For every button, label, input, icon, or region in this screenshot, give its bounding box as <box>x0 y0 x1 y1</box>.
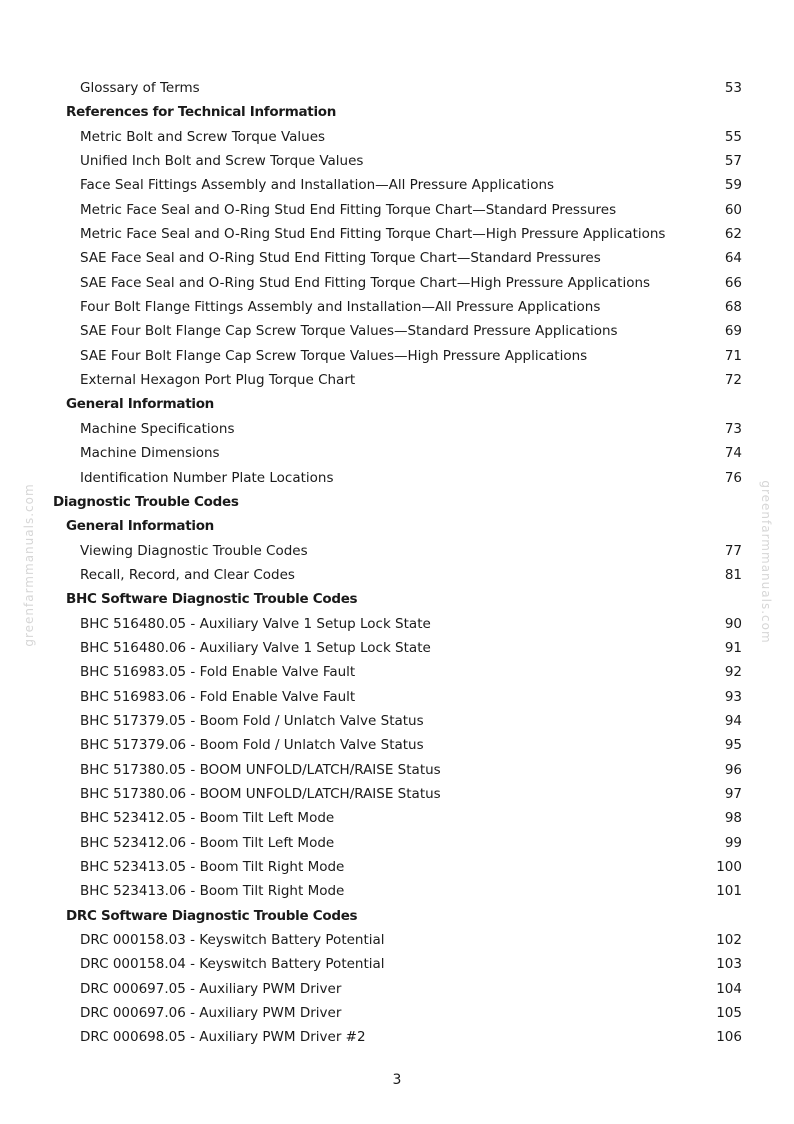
toc-entry[interactable] <box>0 563 794 587</box>
toc-entry-page: 73 <box>724 420 742 437</box>
toc-entry-title: Metric Bolt and Screw Torque Values <box>80 128 326 145</box>
watermark-left: greenfarmmanuals.com <box>22 483 36 647</box>
toc-entry-title: Viewing Diagnostic Trouble Codes <box>80 542 308 559</box>
toc-entry-page: 95 <box>724 737 742 754</box>
toc-entry[interactable] <box>0 417 794 441</box>
toc-entry[interactable] <box>0 782 794 806</box>
toc-entry-page: 97 <box>724 785 742 802</box>
toc-entry-page: 98 <box>724 810 742 827</box>
toc-entry-title: BHC 517379.05 - Boom Fold / Unlatch Valve Status <box>80 712 424 729</box>
toc-entry-page: 94 <box>724 712 742 729</box>
toc-entry-page: 64 <box>724 250 742 267</box>
toc-subsection-heading[interactable] <box>0 587 794 611</box>
watermark-right: greenfarmmanuals.com <box>759 480 773 644</box>
toc-entry-title: SAE Four Bolt Flange Cap Screw Torque Values—Standard Pressure Applications <box>80 323 618 340</box>
toc-entry-page: 60 <box>724 201 742 218</box>
toc-entry-title: Identification Number Plate Locations <box>80 469 334 486</box>
toc-entry[interactable] <box>0 149 794 173</box>
toc-entry-title: BHC 516983.06 - Fold Enable Valve Fault <box>80 688 356 705</box>
toc-entry-page: 99 <box>724 834 742 851</box>
toc-entry-page: 72 <box>724 372 742 389</box>
toc-subsection-heading[interactable] <box>0 100 794 124</box>
toc-entry-page: 68 <box>724 299 742 316</box>
toc-subsection-heading[interactable] <box>0 392 794 416</box>
toc-entry[interactable] <box>0 855 794 879</box>
toc-entry[interactable] <box>0 1025 794 1049</box>
toc-entry[interactable] <box>0 806 794 830</box>
toc-entry[interactable] <box>0 125 794 149</box>
toc-entry-page: 106 <box>716 1029 742 1046</box>
toc-entry-title: SAE Four Bolt Flange Cap Screw Torque Values—High Pressure Applications <box>80 347 588 364</box>
toc-entry-page: 96 <box>724 761 742 778</box>
toc-entry[interactable] <box>0 636 794 660</box>
toc-entry-page: 66 <box>724 274 742 291</box>
toc-entry[interactable] <box>0 831 794 855</box>
toc-entry-page: 102 <box>716 932 742 949</box>
toc-entry[interactable] <box>0 271 794 295</box>
toc-entry-title: BHC 523412.05 - Boom Tilt Left Mode <box>80 810 335 827</box>
toc-entry-page: 59 <box>724 177 742 194</box>
toc-entry-page: 71 <box>724 347 742 364</box>
toc-subsection-heading[interactable] <box>0 514 794 538</box>
toc-entry[interactable] <box>0 928 794 952</box>
toc-entry-title: BHC 523413.06 - Boom Tilt Right Mode <box>80 883 345 900</box>
toc-entry[interactable] <box>0 295 794 319</box>
toc-entry-title: DRC 000697.05 - Auxiliary PWM Driver <box>80 980 342 997</box>
toc-entry[interactable] <box>0 76 794 100</box>
toc-entry-title: Metric Face Seal and O-Ring Stud End Fitting Torque Chart—High Pressure Applications <box>80 226 666 243</box>
toc-entry-title: SAE Face Seal and O-Ring Stud End Fitting Torque Chart—High Pressure Applications <box>80 274 651 291</box>
toc-entry-title: General Information <box>66 518 214 535</box>
toc-entry-page: 53 <box>724 80 742 96</box>
toc-entry-page: 101 <box>716 883 742 900</box>
toc-entry-title: Machine Dimensions <box>80 445 220 462</box>
toc-entry-title: DRC 000698.05 - Auxiliary PWM Driver #2 <box>80 1029 366 1046</box>
toc-entry-title: Face Seal Fittings Assembly and Installation—All Pressure Applications <box>80 177 555 194</box>
toc-entry[interactable] <box>0 441 794 465</box>
toc-entry[interactable] <box>0 952 794 976</box>
toc-entry[interactable] <box>0 344 794 368</box>
toc-entry-title: BHC 516480.06 - Auxiliary Valve 1 Setup Lock State <box>80 639 431 656</box>
toc-entry[interactable] <box>0 246 794 270</box>
toc-entry[interactable] <box>0 612 794 636</box>
toc-entry-title: BHC 517380.05 - BOOM UNFOLD/LATCH/RAISE Status <box>80 761 441 778</box>
toc-entry-title: BHC 523412.06 - Boom Tilt Left Mode <box>80 834 335 851</box>
toc-entry-page: 69 <box>724 323 742 340</box>
toc-entry-title: SAE Face Seal and O-Ring Stud End Fitting Torque Chart—Standard Pressures <box>80 250 601 267</box>
toc-entry-title: BHC 516983.05 - Fold Enable Valve Fault <box>80 664 356 681</box>
toc-entry-title: DRC 000697.06 - Auxiliary PWM Driver <box>80 1005 342 1022</box>
toc-entry-title: DRC 000158.03 - Keyswitch Battery Potential <box>80 932 385 949</box>
toc-entry-title: Diagnostic Trouble Codes <box>53 493 239 510</box>
toc-entry[interactable] <box>0 222 794 246</box>
toc-entry[interactable] <box>0 685 794 709</box>
toc-entry-title: General Information <box>66 396 214 413</box>
toc-entry-page: 104 <box>716 980 742 997</box>
toc-entry-page: 76 <box>724 469 742 486</box>
toc-entry[interactable] <box>0 466 794 490</box>
toc-entry-page: 91 <box>724 639 742 656</box>
toc-entry-title: BHC 517380.06 - BOOM UNFOLD/LATCH/RAISE Status <box>80 785 441 802</box>
toc-entry-page: 90 <box>724 615 742 632</box>
toc-entry-page: 62 <box>724 226 742 243</box>
toc-entry[interactable] <box>0 368 794 392</box>
toc-entry[interactable] <box>0 319 794 343</box>
toc-entry-page: 81 <box>724 566 742 583</box>
toc-section-heading[interactable] <box>0 490 794 514</box>
toc-entry-page: 57 <box>724 153 742 170</box>
toc-entry-title: Machine Specifications <box>80 420 235 437</box>
toc-entry[interactable] <box>0 709 794 733</box>
toc-entry-title: DRC Software Diagnostic Trouble Codes <box>66 907 358 924</box>
toc-entry-title: Glossary of Terms <box>80 80 200 96</box>
toc-entry-page: 55 <box>724 128 742 145</box>
toc-entry-page: 105 <box>716 1005 742 1022</box>
toc-entry-title: BHC 516480.05 - Auxiliary Valve 1 Setup Lock State <box>80 615 431 632</box>
toc-entry-title: Recall, Record, and Clear Codes <box>80 566 295 583</box>
toc-entry-title: BHC 517379.06 - Boom Fold / Unlatch Valve Status <box>80 737 424 754</box>
toc-entry[interactable] <box>0 173 794 197</box>
toc-entry-title: DRC 000158.04 - Keyswitch Battery Potential <box>80 956 385 973</box>
toc-entry-page: 93 <box>724 688 742 705</box>
toc-entry[interactable] <box>0 539 794 563</box>
toc-entry[interactable] <box>0 1001 794 1025</box>
toc-subsection-heading[interactable] <box>0 904 794 928</box>
toc-entry[interactable] <box>0 733 794 757</box>
page-number: 3 <box>392 1072 402 1088</box>
toc-entry[interactable] <box>0 977 794 1001</box>
table-of-contents <box>0 76 794 1050</box>
toc-entry[interactable] <box>0 758 794 782</box>
toc-entry[interactable] <box>0 660 794 684</box>
toc-entry-page: 77 <box>724 542 742 559</box>
toc-entry-title: BHC Software Diagnostic Trouble Codes <box>66 591 358 608</box>
toc-entry-page: 100 <box>716 859 742 875</box>
toc-entry-title: Four Bolt Flange Fittings Assembly and Installation—All Pressure Applications <box>80 299 601 316</box>
toc-entry[interactable] <box>0 879 794 903</box>
toc-entry-title: External Hexagon Port Plug Torque Chart <box>80 372 356 389</box>
toc-entry-title: BHC 523413.05 - Boom Tilt Right Mode <box>80 859 345 875</box>
toc-entry[interactable] <box>0 198 794 222</box>
toc-entry-page: 103 <box>716 956 742 973</box>
toc-entry-page: 74 <box>724 445 742 462</box>
toc-entry-title: Unified Inch Bolt and Screw Torque Values <box>80 153 364 170</box>
toc-entry-title: References for Technical Information <box>66 104 337 121</box>
toc-entry-page: 92 <box>724 664 742 681</box>
toc-entry-title: Metric Face Seal and O-Ring Stud End Fitting Torque Chart—Standard Pressures <box>80 201 617 218</box>
